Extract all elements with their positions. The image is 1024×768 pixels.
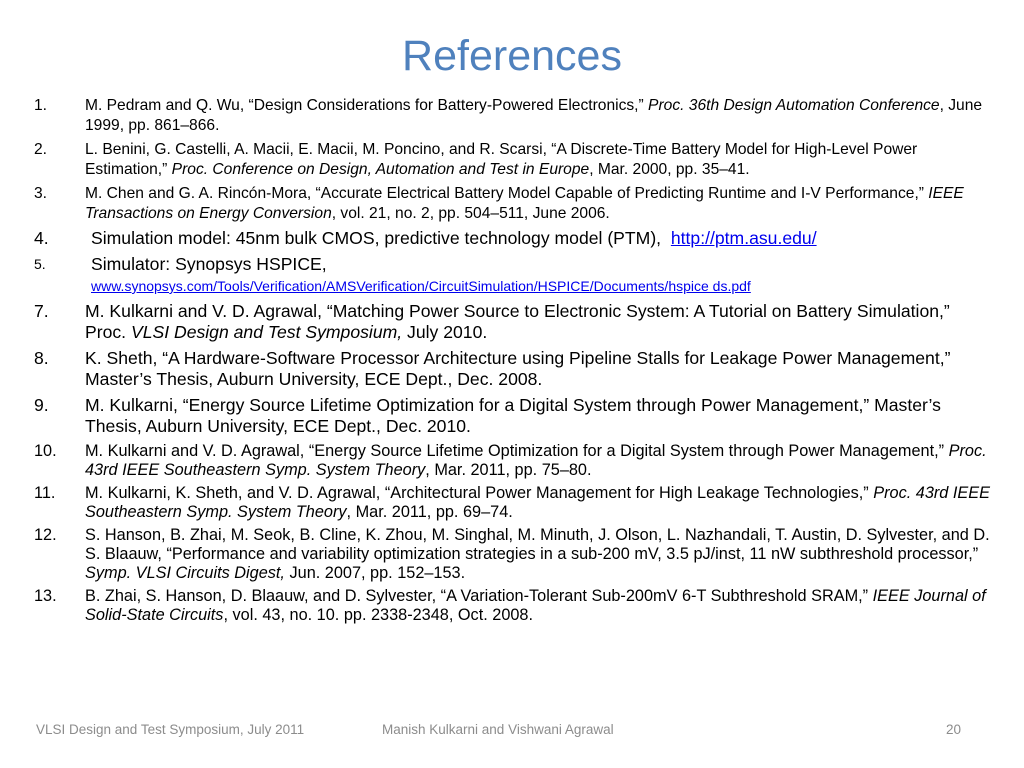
reference-details: , vol. 21, no. 2, pp. 504–511, June 2006.: [331, 205, 610, 222]
reference-text: [85, 96, 994, 136]
reference-venue: Proc. 43rd IEEE Southeastern Symp. System Theory: [85, 483, 990, 521]
reference-item-3: [34, 184, 994, 224]
reference-item-7: [34, 301, 994, 344]
reference-item-10: [34, 442, 994, 480]
reference-text: [85, 184, 994, 224]
reference-number: 13.: [34, 586, 57, 605]
reference-venue: IEEE Transactions on Energy Conversion: [85, 185, 964, 222]
reference-text: [85, 587, 994, 625]
reference-venue: Proc. 43rd IEEE Southeastern Symp. System Theory: [85, 441, 987, 479]
reference-text: M. Kulkarni, “Energy Source Lifetime Optimization for a Digital System through Power Management,” Master’s Thesis, Auburn University, ECE Dept., Dec. 2010.: [85, 394, 941, 436]
reference-venue: Proc. 36th Design Automation Conference: [648, 97, 940, 114]
reference-number: 5.: [34, 255, 46, 272]
reference-item-2: [34, 140, 994, 180]
reference-authors-title: M. Kulkarni and V. D. Agrawal, “Matching Power Source to Electronic System: A Tutorial on Battery Simulation,” Proc.: [85, 300, 950, 342]
reference-number: 9.: [34, 394, 49, 415]
reference-description: Simulation model: 45nm bulk CMOS, predictive technology model (PTM),: [91, 228, 662, 248]
reference-number: 8.: [34, 347, 49, 368]
reference-number: 3.: [34, 185, 48, 202]
reference-text: [85, 484, 994, 522]
reference-item-4: [34, 228, 994, 250]
reference-number: 10.: [34, 441, 57, 460]
reference-details: , June 1999, pp. 861–866.: [85, 97, 983, 134]
reference-number: 12.: [34, 525, 57, 544]
footer-page-number: 20: [946, 722, 962, 737]
reference-text: K. Sheth, “A Hardware-Software Processor Architecture using Pipeline Stalls for Leakage Power Management,” Master’s Thesis, Auburn University, ECE Dept., Dec. 2008.: [85, 347, 951, 389]
reference-venue: Symp. VLSI Circuits Digest,: [85, 563, 285, 582]
footer-authors: Manish Kulkarni and Vishwani Agrawal: [382, 722, 614, 737]
reference-text: [85, 301, 994, 344]
reference-item-9: [34, 395, 994, 438]
reference-description: Simulator: Synopsys HSPICE,: [91, 253, 327, 274]
reference-item-5: [34, 254, 994, 297]
reference-number: 7.: [34, 300, 49, 321]
reference-venue: Proc. Conference on Design, Automation and Test in Europe: [171, 161, 590, 178]
hspice-link[interactable]: www.synopsys.com/Tools/Verification/AMSVerification/CircuitSimulation/HSPICE/Documents/hspice ds.pdf: [91, 278, 751, 294]
reference-text: [85, 228, 994, 250]
reference-number: 1.: [34, 97, 48, 114]
reference-list: [34, 96, 994, 629]
reference-details: , Mar. 2011, pp. 69–74.: [346, 502, 513, 521]
footer-conference: VLSI Design and Test Symposium, July 2011: [36, 722, 305, 737]
reference-authors-title: L. Benini, G. Castelli, A. Macii, E. Macii, M. Poncino, and R. Scarsi, “A Discrete-Time Battery Model for High-Level Power Estimation,”: [85, 141, 918, 178]
reference-item-8: [34, 348, 994, 391]
reference-item-1: [34, 96, 994, 136]
reference-authors-title: M. Kulkarni and V. D. Agrawal, “Energy Source Lifetime Optimization for a Digital System through Power Management,”: [85, 441, 949, 460]
reference-number: 2.: [34, 141, 48, 158]
reference-item-13: [34, 587, 994, 625]
reference-text: [85, 140, 994, 180]
reference-item-12: [34, 526, 994, 583]
reference-authors-title: M. Pedram and Q. Wu, “Design Considerations for Battery-Powered Electronics,”: [85, 97, 649, 114]
reference-item-11: [34, 484, 994, 522]
reference-authors-title: S. Hanson, B. Zhai, M. Seok, B. Cline, K. Zhou, M. Singhal, M. Minuth, J. Olson, L. Nazhandali, T. Austin, D. Sylvester, and D. S. Blaauw, “Performance and variability optimization strategies in a sub-200 mV, 3.5 pJ/inst, 11 nW subthreshold processor,”: [85, 525, 990, 563]
reference-number: 11.: [34, 483, 56, 502]
reference-number: 4.: [34, 228, 49, 248]
reference-details: Jun. 2007, pp. 152–153.: [284, 563, 466, 582]
reference-authors-title: M. Kulkarni, K. Sheth, and V. D. Agrawal, “Architectural Power Management for High Leakage Technologies,”: [85, 483, 874, 502]
reference-venue: IEEE Journal of Solid-State Circuits: [85, 586, 986, 624]
reference-venue: VLSI Design and Test Symposium,: [130, 322, 403, 342]
reference-text: [85, 442, 994, 480]
reference-authors-title: M. Chen and G. A. Rincón-Mora, “Accurate Electrical Battery Model Capable of Predicting Runtime and I-V Performance,”: [85, 185, 929, 202]
reference-text: [85, 526, 994, 583]
slide-title: References: [402, 32, 622, 80]
reference-authors-title: B. Zhai, S. Hanson, D. Blaauw, and D. Sylvester, “A Variation-Tolerant Sub-200mV 6-T Subthreshold SRAM,”: [85, 586, 873, 605]
reference-text: [85, 254, 994, 297]
ptm-link[interactable]: http://ptm.asu.edu/: [670, 228, 817, 248]
reference-details: , Mar. 2011, pp. 75–80.: [425, 460, 592, 479]
reference-details: , vol. 43, no. 10. pp. 2338-2348, Oct. 2008.: [223, 605, 534, 624]
reference-details: July 2010.: [402, 322, 488, 342]
reference-details: , Mar. 2000, pp. 35–41.: [589, 161, 750, 178]
